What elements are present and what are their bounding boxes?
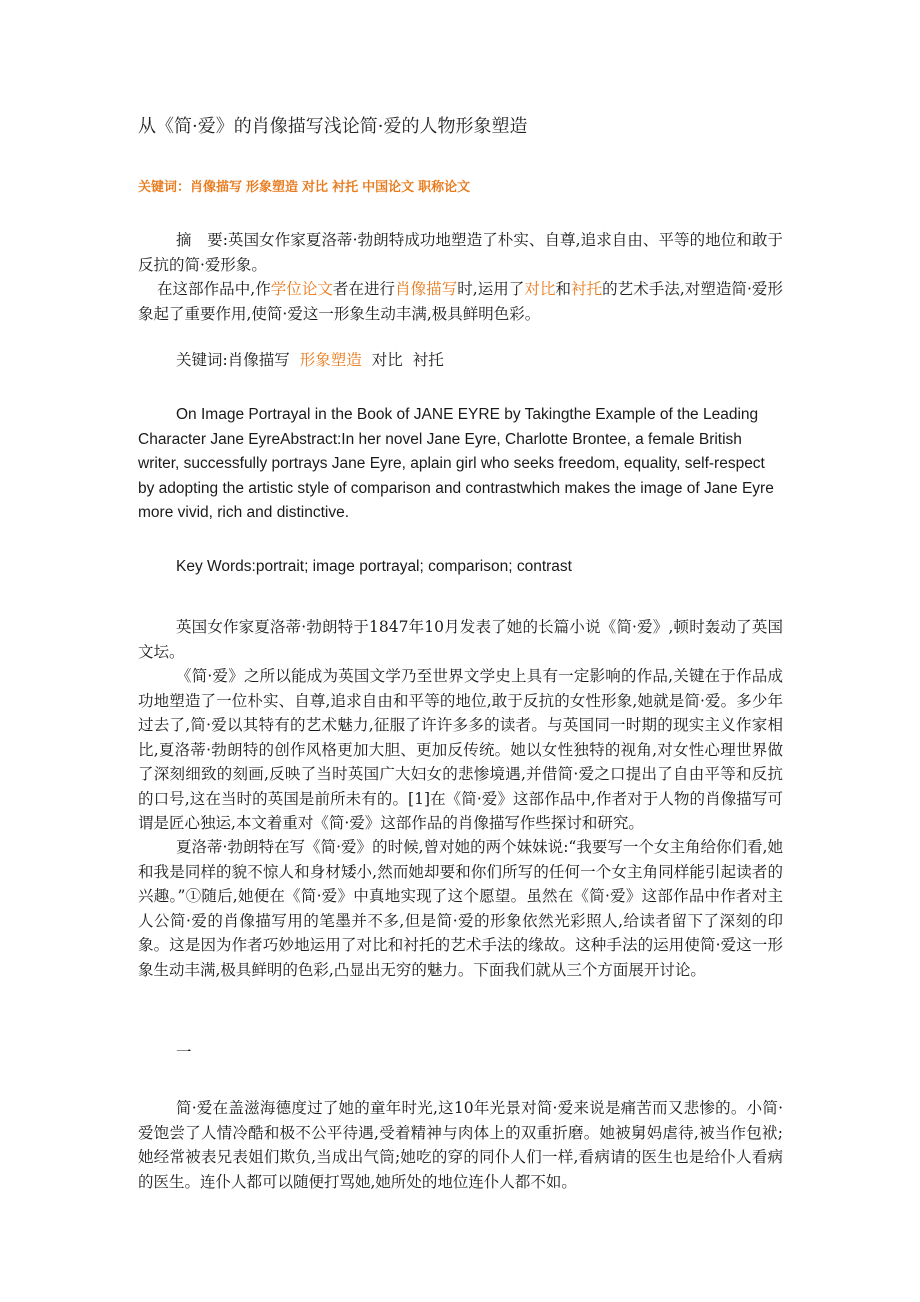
body-paragraph-1: 英国女作家夏洛蒂·勃朗特于1847年10月发表了她的长篇小说《简·爱》,顿时轰动了英国文坛。: [138, 618, 783, 661]
chinese-keywords: [138, 348, 783, 373]
abstract-label: 摘 要:: [176, 231, 228, 249]
english-abstract: On Image Portrayal in the Book of JANE EYRE by Takingthe Example of the Leading Character Jane EyreAbstract:In her novel Jane Eyre, Charlotte Brontee, a female British writer, successfully portrays Jane Eyre, aplain girl who seeks freedom, equality, self-respect by adopting the artistic style of comparison and contrastwhich makes the image of Jane Eyre more vivid, rich and distinctive.: [138, 406, 774, 521]
body-paragraph-2: 《简·爱》之所以能成为英国文学乃至世界文学史上具有一定影响的作品,关键在于作品成功地塑造了一位朴实、自尊,追求自由和平等的地位,敢于反抗的女性形象,她就是简·爱。多少年过去了,简·爱以其特有的艺术魅力,征服了许许多多的读者。与英国同一时期的现实主义作家相比,夏洛蒂·勃朗特的创作风格更加大胆、更加反传统。她以女性独特的视角,对女性心理世界做了深刻细致的刻画,反映了当时英国广大妇女的悲惨境遇,并借简·爱之口提出了自由平等和反抗的口号,这在当时的英国是前所未有的。[1]在《简·爱》这部作品中,作者对于人物的肖像描写可谓是匠心独运,本文着重对《简·爱》这部作品的肖像描写作些探讨和研究。: [138, 667, 783, 832]
abstract-text: 英国女作家夏洛蒂·勃朗特成功地塑造了朴实、自尊,追求自由、平等的地位和敢于反抗的简·爱形象。: [138, 231, 783, 274]
keyword-link[interactable]: 职称论文: [418, 180, 471, 195]
keyword-link[interactable]: 对比: [302, 180, 329, 195]
cn-keyword: 衬托: [412, 351, 444, 369]
section-number: 一: [176, 1043, 192, 1061]
top-keywords-label: 关键词：: [138, 180, 191, 195]
link-portrait[interactable]: 肖像描写: [395, 280, 458, 298]
document-title: 从《简·爱》的肖像描写浅论简·爱的人物形象塑造: [138, 116, 528, 137]
keyword-link[interactable]: 形象塑造: [246, 180, 299, 195]
link-thesis[interactable]: 学位论文: [270, 280, 333, 298]
abstract-paragraph: [138, 228, 783, 277]
link-foil[interactable]: 衬托: [571, 280, 603, 298]
text-run: 和: [555, 280, 572, 298]
keyword-link[interactable]: 衬托: [332, 180, 359, 195]
text-run: 的艺术手法,对塑造简·爱形象起了重要作用,使简·爱这一形象生动丰满,极具鲜明色彩。: [138, 280, 783, 323]
link-contrast[interactable]: 对比: [524, 280, 556, 298]
cn-keyword: 对比: [371, 351, 403, 369]
english-keywords: Key Words:portrait; image portrayal; comparison; contrast: [176, 558, 572, 575]
text-run: 时,运用了: [457, 280, 525, 298]
keyword-link[interactable]: 中国论文: [362, 180, 415, 195]
cn-keyword-link[interactable]: 形象塑造: [299, 351, 362, 369]
body-paragraph-3: 夏洛蒂·勃朗特在写《简·爱》的时候,曾对她的两个妹妹说:“我要写一个女主角给你们看,她和我是同样的貌不惊人和身材矮小,然而她却要和你们所写的任何一个女主角同样能引起读者的兴趣。”①随后,她便在《简·爱》中真地实现了这个愿望。虽然在《简·爱》这部作品中作者对主人公简·爱的肖像描写用的笔墨并不多,但是简·爱的形象依然光彩照人,给读者留下了深刻的印象。这是因为作者巧妙地运用了对比和衬托的艺术手法的缘故。这种手法的运用使简·爱这一形象生动丰满,极具鲜明的色彩,凸显出无穷的魅力。下面我们就从三个方面展开讨论。: [138, 838, 783, 979]
text-run: 在这部作品中,作: [157, 280, 271, 298]
cn-keywords-label: 关键词:: [176, 351, 228, 369]
abstract-paragraph-2: [138, 277, 783, 326]
keyword-link[interactable]: 肖像描写: [190, 180, 243, 195]
text-run: 者在进行: [332, 280, 396, 298]
top-keywords: [138, 176, 474, 195]
cn-keyword: 肖像描写: [227, 351, 290, 369]
body-paragraph-4: 简·爱在盖滋海德度过了她的童年时光,这10年光景对简·爱来说是痛苦而又悲惨的。小简·爱饱尝了人情冷酷和极不公平待遇,受着精神与肉体上的双重折磨。她被舅妈虐待,被当作包袱;她经常被表兄表姐们欺负,当成出气筒;她吃的穿的同仆人们一样,看病请的医生也是给仆人看病的医生。连仆人都可以随便打骂她,她所处的地位连仆人都不如。: [138, 1099, 783, 1191]
